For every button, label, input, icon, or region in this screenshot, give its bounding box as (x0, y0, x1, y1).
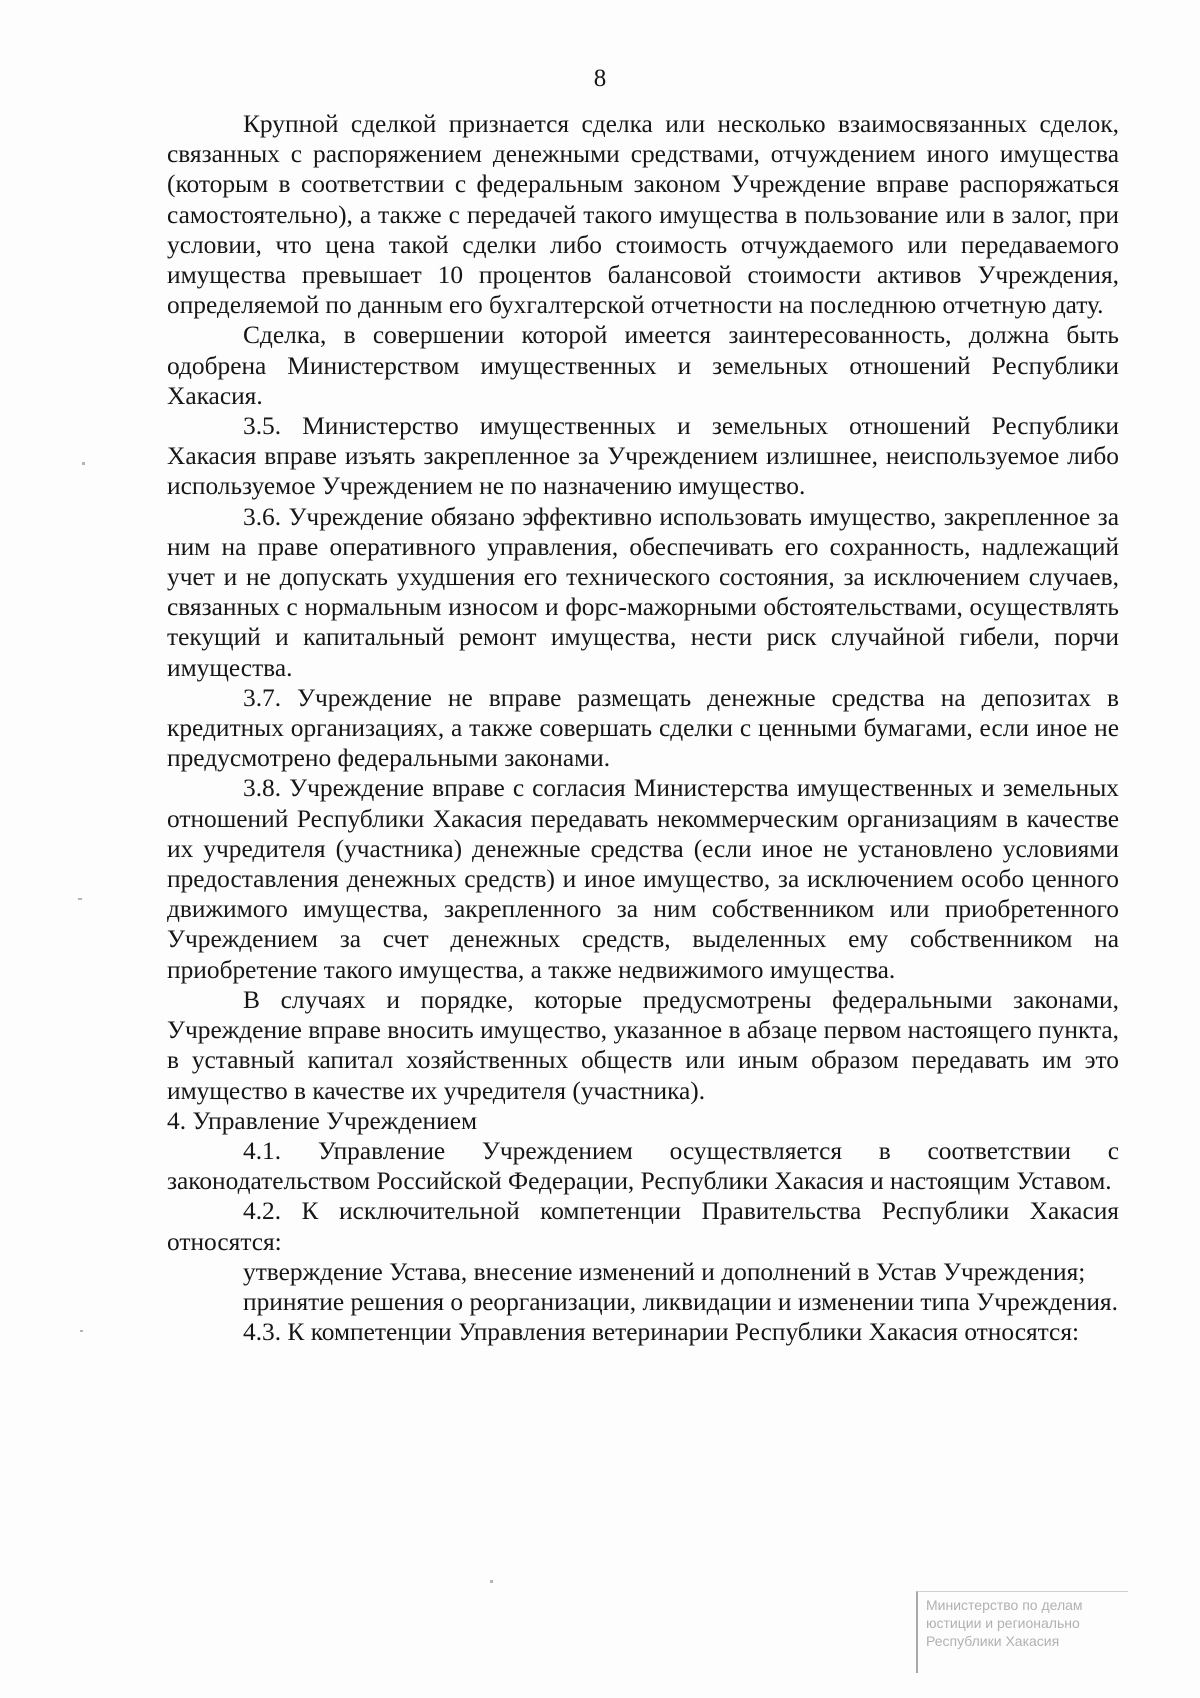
page-number: 8 (593, 65, 607, 92)
paragraph-interested-deal: Сделка, в совершении которой имеется заинтересованность, должна быть одобрена Министерством имущественных и земельных отношений Республики Хакасия. (167, 321, 1119, 410)
paragraph-charter-approval: утверждение Устава, внесение изменений и дополнений в Устав Учреждения; (243, 1257, 1086, 1286)
section-heading: 4. Управление Учреждением (167, 1106, 478, 1135)
paragraph-4-2: 4.2. К исключительной компетенции Правительства Республики Хакасия относятся: (167, 1197, 1119, 1256)
registration-stamp (916, 1591, 1128, 1673)
paragraph-3-7: 3.7. Учреждение не вправе размещать денежные средства на депозитах в кредитных организациях, а также совершать сделки с ценными бумагами, если иное не предусмотрено федеральными законами. (167, 683, 1119, 773)
paragraph-reorganization: принятие решения о реорганизации, ликвидации и изменении типа Учреждения. (243, 1287, 1118, 1316)
paragraph-3-6: 3.6. Учреждение обязано эффективно использовать имущество, закрепленное за ним на праве оперативного управления, обеспечивать его сохранность, надлежащий учет и не допускать ухудшения его технического состояния, за исключением случаев, связанных с нормальным износом и форс-мажорными обстоятельствами, осуществлять текущий и капитальный ремонт имущества, нести риск случайной гибели, порчи имущества. (167, 502, 1119, 682)
scan-mark (82, 462, 85, 465)
paragraph-3-5: 3.5. Министерство имущественных и земельных отношений Республики Хакасия вправе изъять закрепленное за Учреждением излишнее, неиспользуемое либо используемое Учреждением не по назначению имущество. (167, 412, 1119, 501)
paragraph-4-1: 4.1. Управление Учреждением осуществляется в соответствии с законодательством Российской Федерации, Республики Хакасия и настоящим Уставом. (167, 1136, 1119, 1196)
scan-mark (78, 898, 82, 900)
paragraph-property-contribution: В случаях и порядке, которые предусмотрены федеральными законами, Учреждение вправе вносить имущество, указанное в абзаце первом настоящего пункта, в уставный капитал хозяйственных обществ или иным образом передавать им это имущество в качестве их учредителя (участника). (167, 985, 1119, 1105)
stamp-line: Министерство по делам (926, 1597, 1083, 1613)
stamp-line: юстиции и регионально (926, 1615, 1080, 1631)
scan-mark (80, 1330, 83, 1332)
document-body (167, 109, 1119, 1347)
stamp-line: Республики Хакасия (926, 1633, 1060, 1649)
paragraph-large-deal: Крупной сделкой признается сделка или несколько взаимосвязанных сделок, связанных с распоряжением денежными средствами, отчуждением иного имущества (которым в соответствии с федеральным законом Учреждение вправе распоряжаться самостоятельно), а также с передачей такого имущества в пользование или в залог, при условии, что цена такой сделки либо стоимость отчуждаемого или передаваемого имущества превышает 10 процентов балансовой стоимости активов Учреждения, определяемой по данным его бухгалтерской отчетности на последнюю отчетную дату. (167, 110, 1119, 320)
paragraph-3-8: 3.8. Учреждение вправе с согласия Министерства имущественных и земельных отношений Республики Хакасия передавать некоммерческим организациям в качестве их учредителя (участника) денежные средства (если иное не установлено условиями предоставления денежных средств) и иное имущество, за исключением особо ценного движимого имущества, закрепленного за ним собственником или приобретенного Учреждением за счет денежных средств, выделенных ему собственником на приобретение такого имущества, а также недвижимого имущества. (167, 774, 1119, 984)
paragraph-4-3: 4.3. К компетенции Управления ветеринарии Республики Хакасия относятся: (243, 1318, 1080, 1347)
scan-mark (490, 1580, 493, 1583)
